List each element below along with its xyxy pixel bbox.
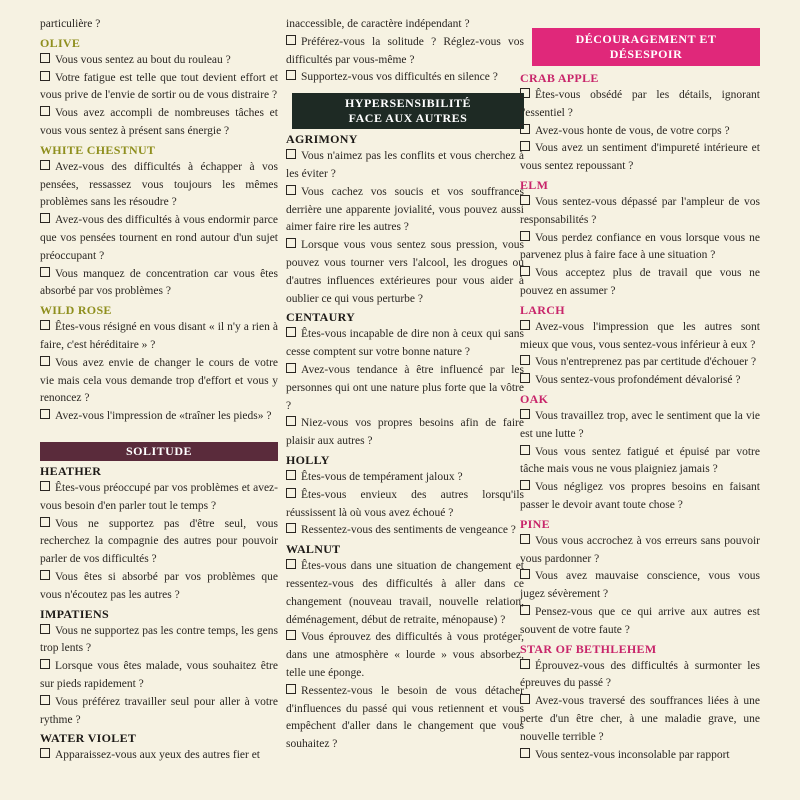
question-item: Avez-vous traversé des souffrances liées à une perte d'un être cher, à une maladie grave, une nouvelle terrible ? <box>520 695 760 743</box>
question-item: Vous acceptez plus de travail que vous ne pouvez en assumer ? <box>520 267 760 297</box>
question-item: Apparaissez-vous aux yeux des autres fier et <box>40 747 278 765</box>
banner-line: DÉSESPOIR <box>609 47 683 61</box>
column-3 <box>520 16 760 764</box>
checkbox[interactable] <box>286 416 296 426</box>
question-item: Vous ne supportez pas les contre temps, les gens trop lents ? <box>40 624 278 655</box>
checkbox[interactable] <box>520 320 530 330</box>
question-item: Éprouvez-vous des difficultés à surmonter les épreuves du passé ? <box>520 659 760 690</box>
question-item: Êtes-vous envieux des autres lorsqu'ils réussissent là où vous avez échoué ? <box>286 488 524 519</box>
checkbox[interactable] <box>40 356 50 366</box>
question-item: Niez-vous vos propres besoins afin de faire plaisir aux autres ? <box>286 417 524 448</box>
checkbox[interactable] <box>286 559 296 569</box>
question-item: Supportez-vous vos difficultés en silence ? <box>286 69 524 87</box>
question-item: Vous n'aimez pas les conflits et vous cherchez à les éviter ? <box>286 150 524 180</box>
checkbox[interactable] <box>40 213 50 223</box>
remedy-title-olive: OLIVE <box>40 35 81 50</box>
question-item: Vous cachez vos soucis et vos souffrances derrière une apparente jovialité, vous pouvez aussi aimer faire rire les autres ? <box>286 185 524 234</box>
checkbox[interactable] <box>286 35 296 45</box>
checkbox[interactable] <box>40 695 50 705</box>
checkbox[interactable] <box>40 659 50 669</box>
banner-line: FACE AUX AUTRES <box>348 111 468 126</box>
checkbox[interactable] <box>286 630 296 640</box>
checkbox[interactable] <box>520 409 530 419</box>
question-item: Avez-vous des difficultés à vous endormir parce que vos pensées tournent en rond autour d'un sujet préoccupant ? <box>40 214 278 262</box>
checkbox[interactable] <box>286 70 296 80</box>
remedy-title-pine: PINE <box>520 516 550 531</box>
question-item: Vous êtes si absorbé par vos problèmes que vous n'écoutez pas les autres ? <box>40 570 278 601</box>
remedy-title-white-chestnut: WHITE CHESTNUT <box>40 142 156 157</box>
checkbox[interactable] <box>40 71 50 81</box>
checkbox[interactable] <box>520 355 530 365</box>
question-item: Votre fatigue est telle que tout devient effort et vous prive de l'envie de sortir ou de vous distraire ? <box>40 71 278 102</box>
question-item: Ressentez-vous des sentiments de vengeance ? <box>286 522 524 540</box>
question-item: Vous négligez vos propres besoins en faisant passer le devoir avant toute chose ? <box>520 481 760 511</box>
continued-text: particulière ? <box>40 18 101 30</box>
column-1 <box>40 16 278 765</box>
question-item: Vous ne supportez pas d'être seul, vous recherchez la compagnie des autres pour pouvoir parler de vos difficultés ? <box>40 517 278 566</box>
checkbox[interactable] <box>520 659 530 669</box>
remedy-title-impatiens: IMPATIENS <box>40 606 109 621</box>
question-item: Avez-vous l'impression de «traîner les pieds» ? <box>40 408 278 426</box>
question-item: Êtes-vous résigné en vous disant « il n'y a rien à faire, c'est héréditaire » ? <box>40 321 278 351</box>
checkbox[interactable] <box>520 231 530 241</box>
checkbox[interactable] <box>520 266 530 276</box>
checkbox[interactable] <box>286 470 296 480</box>
remedy-title-heather: HEATHER <box>40 463 102 478</box>
remedy-title-water-violet: WATER VIOLET <box>40 731 137 746</box>
checkbox[interactable] <box>286 523 296 533</box>
question-item: Lorsque vous êtes malade, vous souhaitez être sur pieds rapidement ? <box>40 660 278 690</box>
checkbox[interactable] <box>286 363 296 373</box>
remedy-title-oak: OAK <box>520 391 549 406</box>
banner-line: DÉCOURAGEMENT ET <box>575 32 717 46</box>
question-item: Lorsque vous vous sentez sous pression, vous pouvez vous tourner vers l'alcool, les drogues ou d'autres influences extérieures pour vous aider à oublier ce qui vous perturbe ? <box>286 239 524 305</box>
question-item: Vous n'entreprenez pas par certitude d'échouer ? <box>520 354 760 372</box>
banner-line: HYPERSENSIBILITÉ <box>344 96 472 111</box>
section-banner-hypersensibilite <box>292 93 524 129</box>
checkbox[interactable] <box>40 106 50 116</box>
section-banner-solitude: SOLITUDE <box>40 442 278 461</box>
question-item: Êtes-vous dans une situation de changement et ressentez-vous des difficultés à aller dans ce changement (nouveau travail, nouvelle relation, déménagement, début de retraite, ménopause) ? <box>286 560 524 626</box>
checkbox[interactable] <box>40 570 50 580</box>
checkbox[interactable] <box>520 569 530 579</box>
remedy-title-crab-apple: CRAB APPLE <box>520 71 599 85</box>
question-item: Avez-vous tendance à être influencé par les personnes qui ont une nature plus forte que la vôtre ? <box>286 363 524 412</box>
checkbox[interactable] <box>40 481 50 491</box>
question-item: Vous éprouvez des difficultés à vous protéger, dans une atmosphère « lourde » vous absorbez, telle une éponge. <box>286 631 524 679</box>
question-item: Préférez-vous la solitude ? Réglez-vous vos difficultés par vous-même ? <box>286 35 524 66</box>
question-item: Vous avez envie de changer le cours de votre vie mais cela vous demande trop d'effort et vous y renoncez ? <box>40 356 278 405</box>
question-item: Avez-vous des difficultés à échapper à vos pensées, ressassez vous toujours les mêmes problèmes sans les résoudre ? <box>40 160 278 209</box>
question-item: Vous sentez-vous inconsolable par rapport <box>520 747 760 765</box>
question-item: Avez-vous honte de vous, de votre corps ? <box>520 123 760 141</box>
question-item: Vous avez accompli de nombreuses tâches et vous vous sentez à présent sans énergie ? <box>40 107 278 137</box>
question-item: Vous sentez-vous profondément dévalorisé ? <box>520 372 760 390</box>
question-item: Êtes-vous préoccupé par vos problèmes et avez-vous besoin d'en parler tout le temps ? <box>40 481 278 512</box>
question-item: Êtes-vous incapable de dire non à ceux qui sans cesse comptent sur votre bonne nature ? <box>286 328 524 359</box>
remedy-title-larch: LARCH <box>520 302 565 317</box>
checkbox[interactable] <box>286 238 296 248</box>
checkbox[interactable] <box>520 445 530 455</box>
checkbox[interactable] <box>40 624 50 634</box>
checkbox[interactable] <box>520 124 530 134</box>
checkbox[interactable] <box>520 373 530 383</box>
checkbox[interactable] <box>40 320 50 330</box>
checkbox[interactable] <box>520 88 530 98</box>
question-item: Pensez-vous que ce qui arrive aux autres est souvent de votre faute ? <box>520 605 760 636</box>
question-item: Vous vous sentez au bout du rouleau ? <box>40 52 278 70</box>
question-item: Avez-vous l'impression que les autres sont mieux que vous, vous sentez-vous inférieur à eux ? <box>520 320 760 351</box>
checkbox[interactable] <box>520 748 530 758</box>
column-2 <box>286 16 524 754</box>
remedy-title-walnut: WALNUT <box>286 542 341 557</box>
question-item: Vous vous accrochez à vos erreurs sans pouvoir vous pardonner ? <box>520 534 760 565</box>
remedy-title-centaury: CENTAURY <box>286 310 356 325</box>
question-item: Vous manquez de concentration car vous êtes absorbé par vos problèmes ? <box>40 267 278 298</box>
remedy-title-elm: ELM <box>520 177 549 192</box>
remedy-title-agrimony: AGRIMONY <box>286 132 358 147</box>
checkbox[interactable] <box>40 409 50 419</box>
checkbox[interactable] <box>40 517 50 527</box>
question-item: Vous travaillez trop, avec le sentiment que la vie est une lutte ? <box>520 409 760 440</box>
question-item: Êtes-vous de tempérament jaloux ? <box>286 469 524 487</box>
checkbox[interactable] <box>520 141 530 151</box>
remedy-title-wild-rose: WILD ROSE <box>40 303 112 318</box>
checkbox[interactable] <box>520 694 530 704</box>
checkbox[interactable] <box>40 267 50 277</box>
continued-text: inaccessible, de caractère indépendant ? <box>286 18 470 30</box>
question-item: Vous perdez confiance en vous lorsque vous ne parvenez plus à faire face à une situation ? <box>520 231 760 262</box>
checkbox[interactable] <box>40 748 50 758</box>
question-item: Vous avez mauvaise conscience, vous vous jugez sévèrement ? <box>520 570 760 601</box>
checkbox[interactable] <box>520 534 530 544</box>
checkbox[interactable] <box>286 149 296 159</box>
checkbox[interactable] <box>286 327 296 337</box>
question-item: Vous sentez-vous dépassé par l'ampleur de vos responsabilités ? <box>520 195 760 226</box>
checkbox[interactable] <box>520 195 530 205</box>
remedy-title-holly: HOLLY <box>286 452 330 467</box>
checkbox[interactable] <box>40 53 50 63</box>
checkbox[interactable] <box>520 480 530 490</box>
section-banner-decouragement <box>532 28 760 66</box>
question-item: Vous vous sentez fatigué et épuisé par votre tâche mais vous ne vous plaigniez jamais ? <box>520 445 760 476</box>
checkbox[interactable] <box>286 185 296 195</box>
question-item: Vous avez un sentiment d'impureté intérieure et vous sentez repoussant ? <box>520 142 760 173</box>
remedy-title-star-of-bethlehem: STAR OF BETHLEHEM <box>520 641 657 656</box>
checkbox[interactable] <box>40 160 50 170</box>
question-item: Vous préférez travailler seul pour aller à votre rythme ? <box>40 695 278 726</box>
checkbox[interactable] <box>286 488 296 498</box>
checkbox[interactable] <box>520 605 530 615</box>
question-item: Ressentez-vous le besoin de vous détacher d'influences du passé qui vous retiennent et vous empêchent d'aller dans le changement que vous souhaitez ? <box>286 684 524 751</box>
question-item: Êtes-vous obsédé par les détails, ignorant l'essentiel ? <box>520 89 760 119</box>
checkbox[interactable] <box>286 684 296 694</box>
